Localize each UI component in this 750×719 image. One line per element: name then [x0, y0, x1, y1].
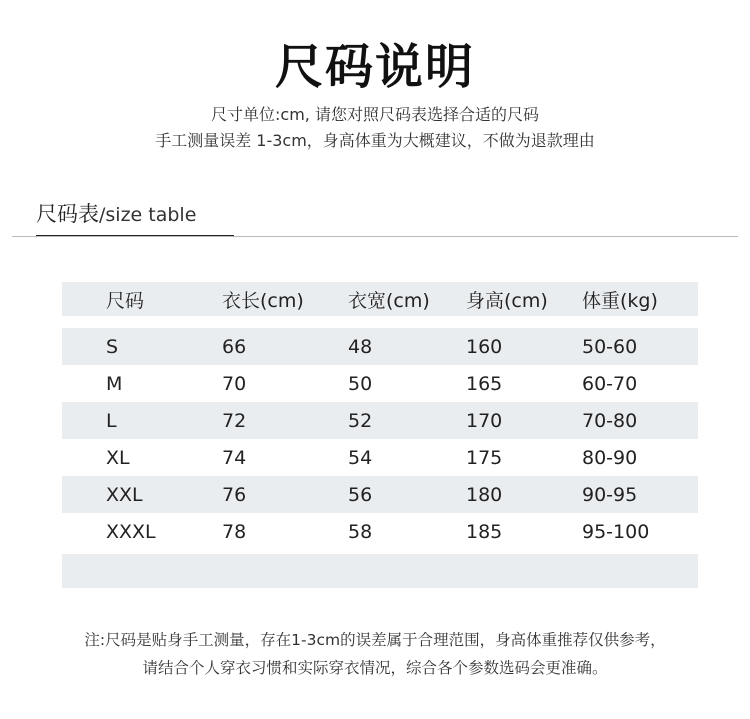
- cell-size: XL: [106, 446, 130, 469]
- table-row: [62, 439, 698, 476]
- cell-width: 54: [348, 446, 373, 469]
- cell-height: 185: [466, 520, 503, 543]
- table-row: [62, 402, 698, 439]
- cell-height: 160: [466, 335, 503, 358]
- table-row: [62, 513, 698, 550]
- size-table: [62, 282, 698, 588]
- cell-length: 74: [222, 446, 247, 469]
- table-row: [62, 476, 698, 513]
- header-width: 衣宽(cm): [348, 289, 430, 312]
- header-size: 尺码: [106, 289, 145, 312]
- cell-length: 76: [222, 483, 247, 506]
- cell-height: 180: [466, 483, 503, 506]
- cell-weight: 95-100: [582, 520, 650, 543]
- table-row: [62, 328, 698, 365]
- header-weight: 体重(kg): [582, 289, 658, 312]
- cell-weight: 90-95: [582, 483, 638, 506]
- table-header-row: [62, 282, 698, 316]
- cell-size: L: [106, 409, 117, 432]
- cell-weight: 80-90: [582, 446, 638, 469]
- section-heading: [36, 198, 196, 228]
- cell-length: 66: [222, 335, 247, 358]
- cell-width: 56: [348, 483, 373, 506]
- cell-weight: 50-60: [582, 335, 638, 358]
- header-length: 衣长(cm): [222, 289, 304, 312]
- section-title-cn: 尺码表: [36, 202, 99, 226]
- subtitle-unit-line: 尺寸单位:cm, 请您对照尺码表选择合适的尺码: [211, 105, 539, 124]
- cell-width: 48: [348, 335, 373, 358]
- cell-height: 165: [466, 372, 503, 395]
- cell-width: 58: [348, 520, 373, 543]
- footnote-line1: 注:尺码是贴身手工测量，存在1-3cm的误差属于合理范围，身高体重推荐仅供参考，: [84, 631, 666, 649]
- footnote-line2: 请结合个人穿衣习惯和实际穿衣情况，综合各个参数选码会更准确。: [142, 659, 608, 677]
- table-empty-row: [62, 554, 698, 588]
- cell-width: 52: [348, 409, 373, 432]
- cell-size: XXL: [106, 483, 143, 506]
- cell-height: 175: [466, 446, 503, 469]
- table-row: [62, 365, 698, 402]
- cell-height: 170: [466, 409, 503, 432]
- cell-size: S: [106, 335, 119, 358]
- header-height: 身高(cm): [466, 289, 548, 312]
- cell-size: XXXL: [106, 520, 156, 543]
- subtitle-disclaimer-line: 手工测量误差 1-3cm，身高体重为大概建议，不做为退款理由: [155, 131, 595, 150]
- cell-length: 78: [222, 520, 247, 543]
- cell-size: M: [106, 372, 123, 395]
- cell-weight: 60-70: [582, 372, 638, 395]
- section-title-en: /size table: [99, 204, 197, 226]
- page-title: 尺码说明: [274, 39, 475, 95]
- section-divider: [12, 236, 738, 237]
- cell-length: 70: [222, 372, 247, 395]
- cell-width: 50: [348, 372, 373, 395]
- cell-weight: 70-80: [582, 409, 638, 432]
- cell-length: 72: [222, 409, 247, 432]
